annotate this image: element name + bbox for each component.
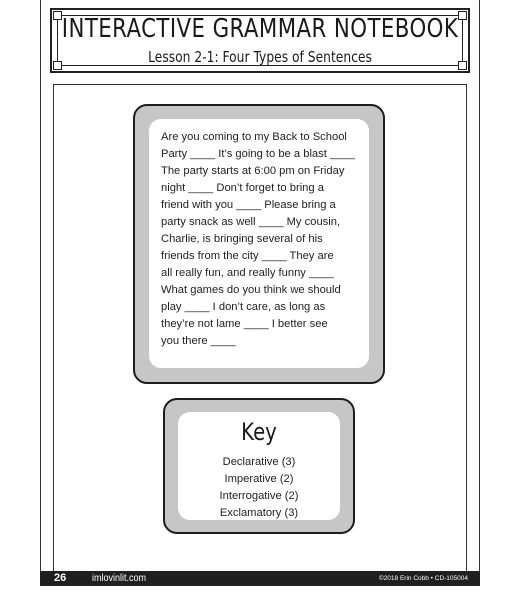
key-paper <box>178 412 340 520</box>
key-item-declarative: Declarative (3) <box>222 456 296 468</box>
passage-text: Are you coming to my Back to School Party ____ It’s going to be a blast ____ The party starts at 6:00 pm on Friday night ____ Don’t forget to bring a friend with you ____ Please bring a party snack as well ____ My cousin, Charlie, is bringing several of his friends from the city ____ They are all really fun, and really funny ____ What games do you think we should play ____ I don’t care, as long as they’re not lame ____ I better see you there ____ <box>161 131 355 347</box>
key-item-imperative: Imperative (2) <box>224 473 294 485</box>
page-subtitle: Lesson 2-1: Four Types of Sentences <box>148 48 372 66</box>
page-title: INTERACTIVE GRAMMAR NOTEBOOK <box>61 14 459 44</box>
key-list <box>178 454 340 522</box>
footer-copyright: ©2018 Erin Cobb • CD-105004 <box>378 575 468 582</box>
passage-paper <box>149 119 369 368</box>
key-title: Key <box>241 418 277 446</box>
page-number: 26 <box>54 572 67 584</box>
key-card <box>163 398 355 534</box>
footer-bar <box>40 571 480 586</box>
key-item-interrogative: Interrogative (2) <box>219 490 299 502</box>
footer-site: imlovinlit.com <box>92 573 147 584</box>
key-item-exclamatory: Exclamatory (3) <box>219 507 299 519</box>
passage-card <box>133 104 385 384</box>
